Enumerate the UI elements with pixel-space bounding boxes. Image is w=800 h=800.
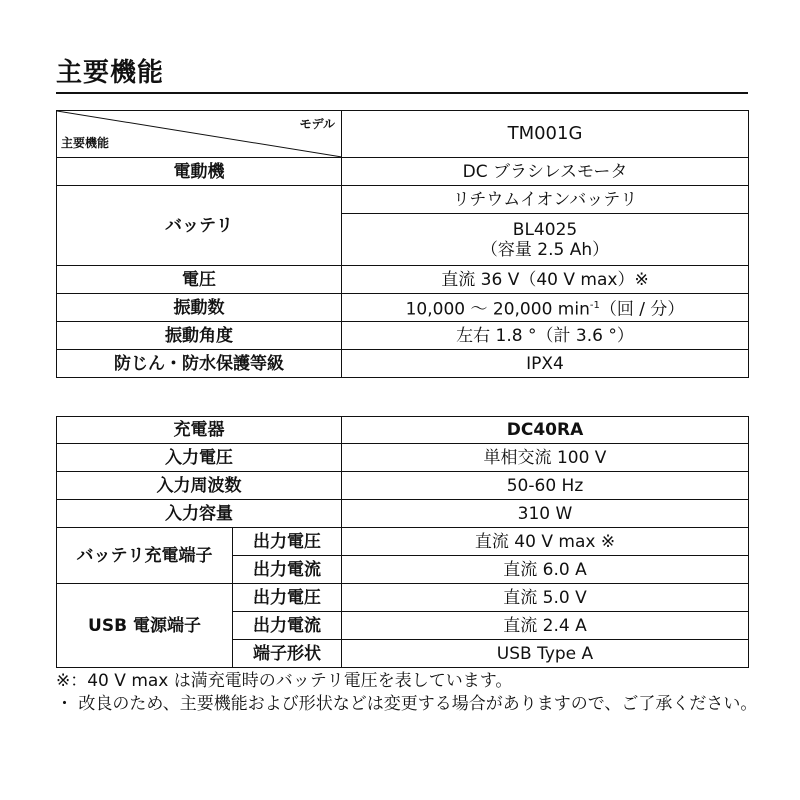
page-title: 主要機能 bbox=[56, 58, 165, 88]
battery-out-current-label: 出力電流 bbox=[233, 556, 342, 584]
spec-table bbox=[56, 110, 749, 378]
usb-shape-label: 端子形状 bbox=[233, 640, 342, 668]
input-freq-label: 入力周波数 bbox=[57, 472, 342, 500]
header-model-label: モデル bbox=[299, 117, 335, 131]
vibration-cell bbox=[342, 294, 749, 322]
input-voltage-value: 単相交流 100 V bbox=[342, 444, 749, 472]
motor-label: 電動機 bbox=[57, 158, 342, 186]
input-capacity-value: 310 W bbox=[342, 500, 749, 528]
table-row bbox=[57, 444, 749, 472]
footnote-disclaimer: ・ 改良のため、主要機能および形状などは変更する場合がありますので、ご了承ください。 bbox=[56, 694, 758, 714]
table-row bbox=[57, 294, 749, 322]
table-row bbox=[57, 158, 749, 186]
protection-value: IPX4 bbox=[342, 350, 749, 378]
spec-header-row bbox=[57, 111, 749, 158]
spec-header-diagonal-cell bbox=[57, 111, 342, 158]
battery-model-value: BL4025 bbox=[512, 219, 578, 240]
battery-label: バッテリ bbox=[57, 186, 342, 266]
table-row bbox=[57, 528, 749, 556]
table-row bbox=[57, 472, 749, 500]
usb-out-voltage-label: 出力電圧 bbox=[233, 584, 342, 612]
usb-shape-value: USB Type A bbox=[342, 640, 749, 668]
battery-terminal-label: バッテリ充電端子 bbox=[57, 528, 233, 584]
table-row bbox=[57, 417, 749, 444]
charger-model-value: DC40RA bbox=[342, 417, 749, 444]
input-freq-value: 50-60 Hz bbox=[342, 472, 749, 500]
usb-out-current-value: 直流 2.4 A bbox=[342, 612, 749, 640]
title-divider bbox=[56, 92, 748, 94]
vibration-unit: （回 / 分） bbox=[599, 299, 685, 320]
usb-out-current-label: 出力電流 bbox=[233, 612, 342, 640]
footnote-voltage: ※：40 V max は満充電時のバッテリ電圧を表しています。 bbox=[56, 671, 513, 691]
vibration-value: 10,000 ～ 20,000 min bbox=[405, 299, 590, 320]
battery-capacity-value: （容量 2.5 Ah） bbox=[480, 239, 610, 260]
battery-out-voltage-label: 出力電圧 bbox=[233, 528, 342, 556]
battery-out-current-value: 直流 6.0 A bbox=[342, 556, 749, 584]
usb-terminal-label: USB 電源端子 bbox=[57, 584, 233, 668]
table-row bbox=[57, 266, 749, 294]
table-row bbox=[57, 350, 749, 378]
usb-out-voltage-value: 直流 5.0 V bbox=[342, 584, 749, 612]
model-value: TM001G bbox=[342, 111, 749, 158]
charger-label: 充電器 bbox=[57, 417, 342, 444]
motor-value: DC ブラシレスモータ bbox=[342, 158, 749, 186]
table-row bbox=[57, 322, 749, 350]
battery-model-cell bbox=[342, 214, 749, 266]
footnotes bbox=[56, 670, 757, 716]
voltage-label: 電圧 bbox=[57, 266, 342, 294]
table-row bbox=[57, 186, 749, 214]
charger-table bbox=[56, 416, 749, 668]
table-row bbox=[57, 584, 749, 612]
voltage-value: 直流 36 V（40 V max）※ bbox=[342, 266, 749, 294]
battery-out-voltage-value: 直流 40 V max ※ bbox=[342, 528, 749, 556]
header-function-label: 主要機能 bbox=[61, 136, 110, 150]
input-capacity-label: 入力容量 bbox=[57, 500, 342, 528]
protection-label: 防じん・防水保護等級 bbox=[57, 350, 342, 378]
input-voltage-label: 入力電圧 bbox=[57, 444, 342, 472]
vibration-exponent: -1 bbox=[589, 299, 600, 311]
angle-label: 振動角度 bbox=[57, 322, 342, 350]
table-row bbox=[57, 500, 749, 528]
vibration-label: 振動数 bbox=[57, 294, 342, 322]
battery-type-value: リチウムイオンバッテリ bbox=[342, 186, 749, 214]
angle-value: 左右 1.8 °（計 3.6 °） bbox=[342, 322, 749, 350]
